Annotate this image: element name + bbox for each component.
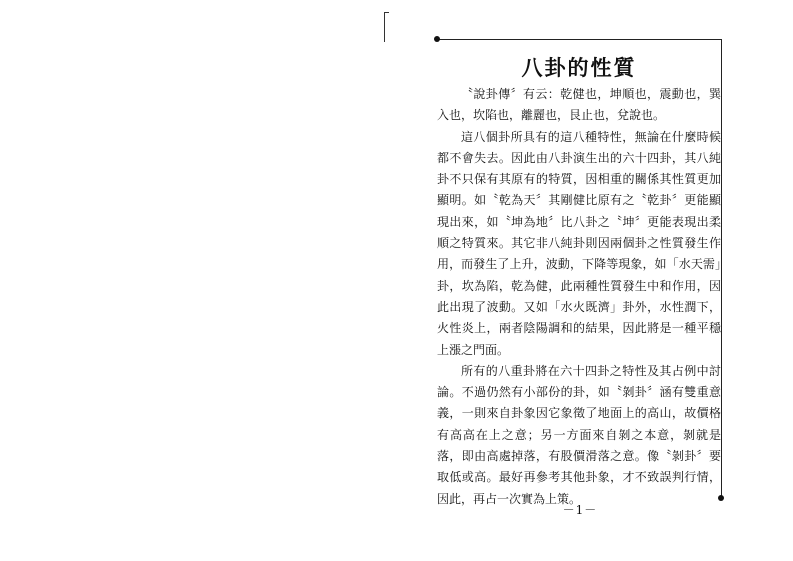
crop-mark-vertical (384, 12, 385, 42)
crop-mark (384, 12, 390, 42)
crop-mark-horizontal (384, 12, 389, 13)
body-text (437, 84, 721, 510)
paragraph-3: 所有的八重卦將在六十四卦之特性及其占例中討論。不過仍然有小部份的卦，如〝剝卦〞涵有雙重意義，一則來自卦象因它象徵了地面上的高山，故價格有高高在上之意；另一方面來自剝之本意，剝就是落，即由高處掉落，有股價滑落之意。像〝剝卦〞要取低或高。最好再參考其他卦象，才不致誤判行情，因此，再占一次實為上策。 (437, 363, 721, 506)
frame-top-rule (437, 39, 722, 40)
frame-corner-dot-top-left (434, 36, 440, 42)
page-number: －1－ (562, 503, 598, 517)
frame-right-rule (721, 39, 722, 499)
paragraph-2: 這八個卦所具有的這八種特性，無論在什麼時候都不會失去。因此由八卦演生出的六十四卦，其八純卦不只保有其原有的特質，因相重的關係其性質更加顯明。如〝乾為天〞其剛健比原有之〝乾卦〞更能顯現出來，如〝坤為地〞比八卦之〝坤〞更能表現出柔順之特質來。其它非八純卦則因兩個卦之性質發生作用，而發生了上升，波動，下降等現象，如「水天需」卦，坎為陷，乾為健，此兩種性質發生中和作用，因此出現了波動。又如「水火既濟」卦外，水性潤下，火性炎上，兩者陰陽調和的結果，因此將是一種平穩上漲之門面。 (437, 129, 721, 357)
paragraph-1: 〝說卦傳〞有云：乾健也，坤順也，震動也，巽入也，坎陷也，離麗也，艮止也，兌說也。 (437, 87, 721, 123)
page-title: 八卦的性質 (521, 56, 637, 80)
